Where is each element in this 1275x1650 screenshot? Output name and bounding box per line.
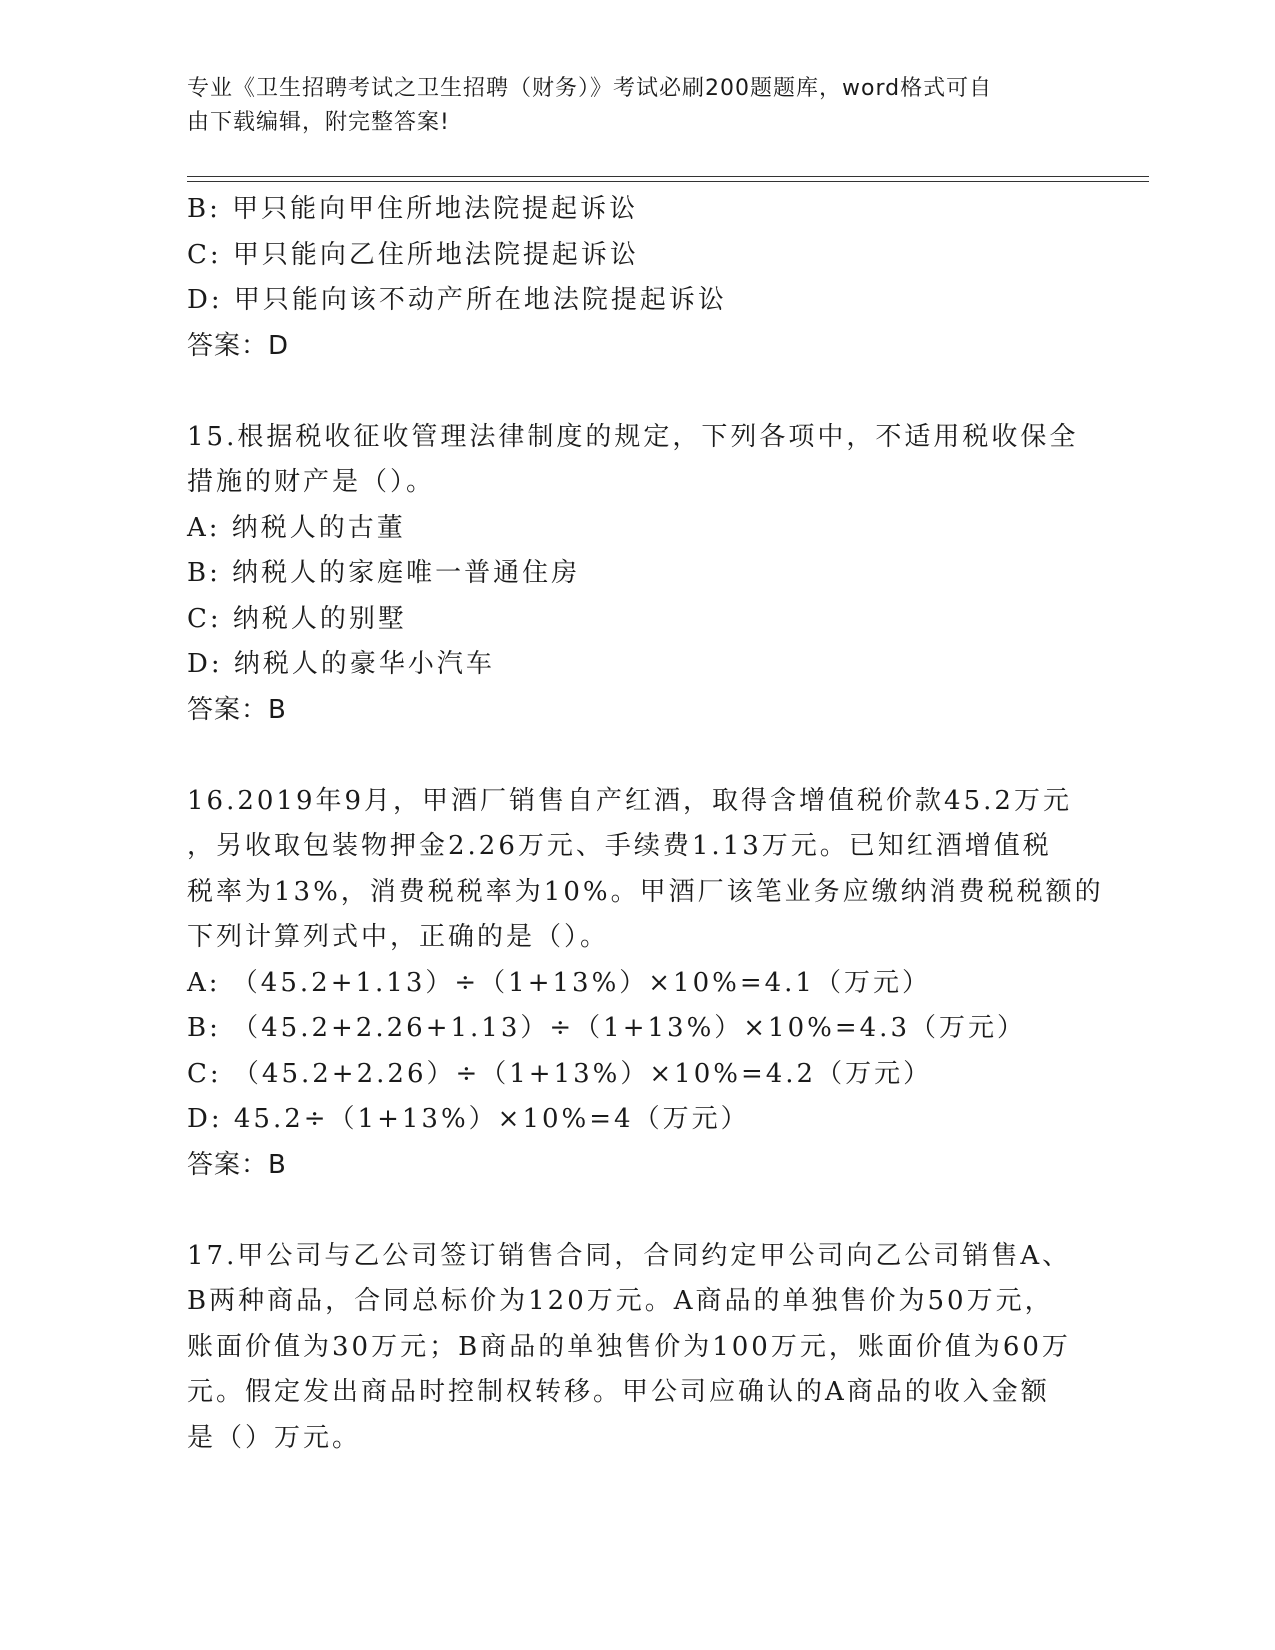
option-d: D: 甲只能向该不动产所在地法院提起诉讼 <box>187 285 727 315</box>
answer-line: 答案：D <box>187 330 290 361</box>
answer-line: 答案：B <box>187 694 287 725</box>
option-a: A: 纳税人的古董 <box>187 512 406 543</box>
option-c: C: 纳税人的别墅 <box>187 603 407 634</box>
question-16 <box>187 779 1104 1189</box>
document-header <box>187 72 1087 140</box>
option-a: A: （45.2+1.13）÷（1+13%）×10%=4.1（万元） <box>187 967 931 998</box>
question-text-line: 措施的财产是（）。 <box>187 467 436 497</box>
header-line-2: 由下载编辑，附完整答案! <box>187 110 450 135</box>
question-text-line: 账面价值为30万元；B商品的单独售价为100万元，账面价值为60万 <box>187 1331 1071 1362</box>
answer-line: 答案：B <box>187 1149 287 1180</box>
option-b: B: （45.2+2.26+1.13）÷（1+13%）×10%=4.3（万元） <box>187 1013 1026 1043</box>
spacer <box>187 733 1087 779</box>
question-text-line: 是（）万元。 <box>187 1422 362 1453</box>
document-body <box>187 187 1104 1461</box>
question-text-line: 税率为13%，消费税税率为10%。甲酒厂该笔业务应缴纳消费税税额的 <box>187 876 1104 907</box>
question-14 <box>187 187 1087 369</box>
option-c: C: （45.2+2.26）÷（1+13%）×10%=4.2（万元） <box>187 1058 933 1089</box>
question-text-line: 元。假定发出商品时控制权转移。甲公司应确认的A商品的收入金额 <box>187 1377 1050 1407</box>
question-text-line: 17.甲公司与乙公司签订销售合同，合同约定甲公司向乙公司销售A、 <box>187 1240 1072 1271</box>
option-d: D: 45.2÷（1+13%）×10%=4（万元） <box>187 1104 750 1134</box>
question-text-line: 下列计算列式中，正确的是（）。 <box>187 922 610 952</box>
question-text-line: B两种商品，合同总标价为120万元。A商品的单独售价为50万元， <box>187 1286 1054 1316</box>
option-d: D: 纳税人的豪华小汽车 <box>187 649 495 679</box>
spacer <box>187 369 1087 415</box>
header-divider-top <box>187 176 1149 177</box>
question-17 <box>187 1234 1087 1462</box>
option-b: B: 纳税人的家庭唯一普通住房 <box>187 558 581 588</box>
question-text-line: 15.根据税收征收管理法律制度的规定，下列各项中，不适用税收保全 <box>187 421 1079 452</box>
header-line-1: 专业《卫生招聘考试之卫生招聘（财务）》考试必刷200题题库，word格式可自 <box>187 76 993 101</box>
question-text-line: 16.2019年9月，甲酒厂销售自产红酒，取得含增值税价款45.2万元 <box>187 785 1072 816</box>
header-divider-bottom <box>187 181 1149 182</box>
question-15 <box>187 415 1087 734</box>
option-c: C: 甲只能向乙住所地法院提起诉讼 <box>187 239 639 270</box>
option-b: B: 甲只能向甲住所地法院提起诉讼 <box>187 194 639 224</box>
spacer <box>187 1188 1087 1234</box>
question-text-line: ，另收取包装物押金2.26万元、手续费1.13万元。已知红酒增值税 <box>187 831 1052 861</box>
